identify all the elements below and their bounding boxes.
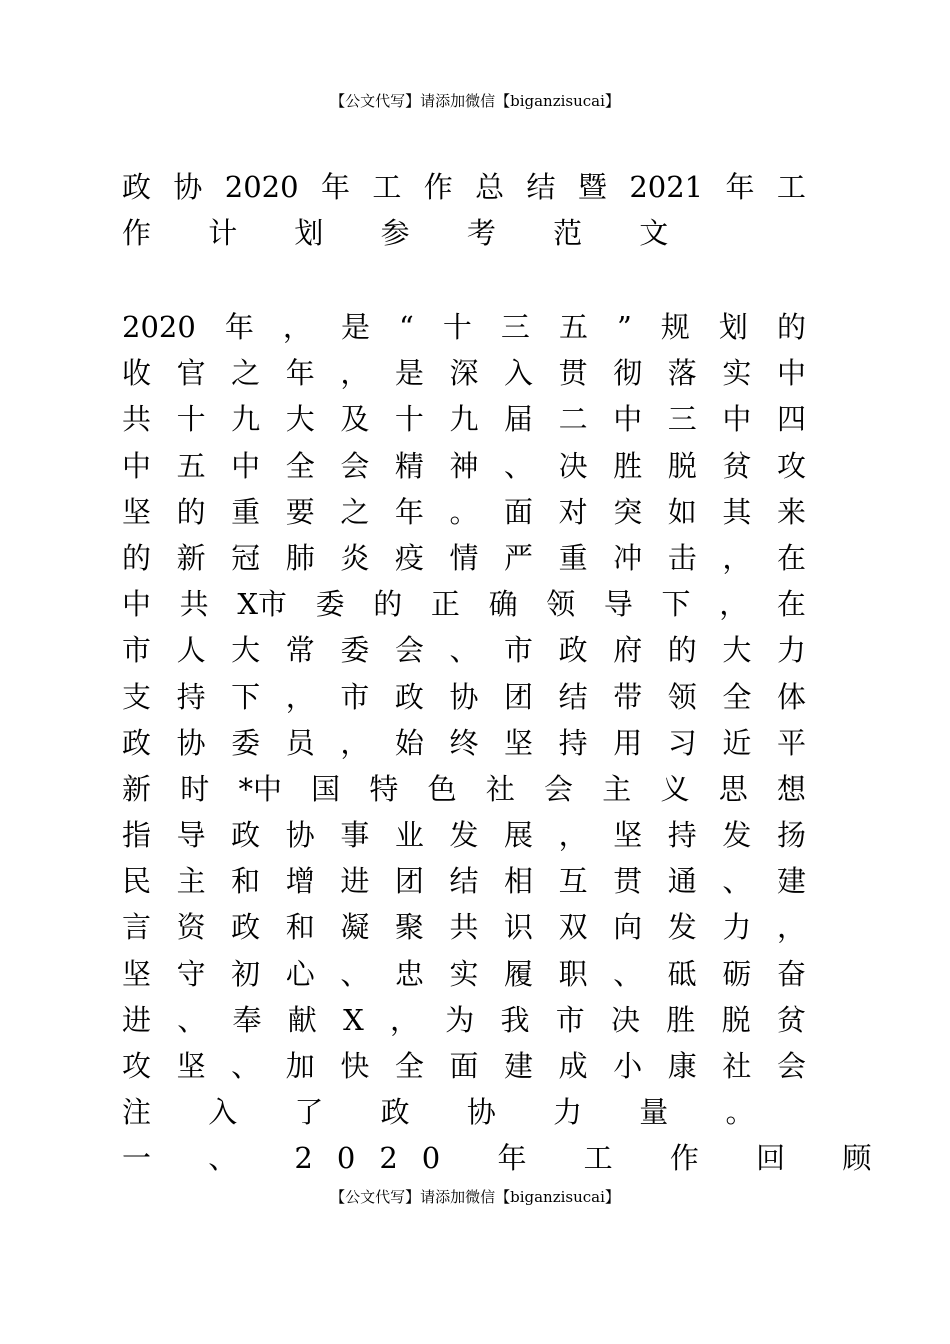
- body-line: 市 人 大 常 委 会 、 市 政 府 的 大 力: [122, 633, 806, 668]
- body-line: 共 十 九 大 及 十 九 届 二 中 三 中 四: [122, 402, 806, 437]
- document-body: [122, 304, 896, 1182]
- body-line: 坚 守 初 心 、 忠 实 履 职 、 砥 砺 奋: [122, 956, 806, 991]
- body-line: 民 主 和 增 进 团 结 相 互 贯 通 、 建: [122, 864, 806, 899]
- body-line: 攻 坚 、 加 快 全 面 建 成 小 康 社 会: [122, 1049, 806, 1083]
- page-footer: 【公文代写】请添加微信【biganzisucai】: [330, 1188, 620, 1206]
- title-line: 作 计 划 参 考 范 文: [122, 216, 693, 251]
- body-line: 新 时 *中 国 特 色 社 会 主 义 思 想: [122, 771, 806, 806]
- title-line: 政 协 2020 年 工 作 总 结 暨 2021 年 工: [122, 170, 806, 204]
- body-line: 进 、 奉 献 X ， 为 我 市 决 胜 脱 贫: [122, 1002, 806, 1037]
- body-line: 政 协 委 员 ， 始 终 坚 持 用 习 近 平: [122, 725, 806, 760]
- body-line: 中 共 X市 委 的 正 确 领 导 下 ， 在: [122, 587, 806, 622]
- body-line: 2020 年 ， 是 “ 十 三 五 ” 规 划 的: [122, 310, 806, 344]
- body-line: 支 持 下 ， 市 政 协 团 结 带 领 全 体: [122, 679, 806, 714]
- body-line: 言 资 政 和 凝 聚 共 识 双 向 发 力 ，: [122, 910, 806, 945]
- body-line: 坚 的 重 要 之 年 。 面 对 突 如 其 来: [122, 494, 806, 529]
- body-line: 中 五 中 全 会 精 神 、 决 胜 脱 贫 攻: [122, 448, 806, 483]
- section-heading: 一 、 2020 年 工 作 回 顾: [122, 1141, 896, 1176]
- body-line: 的 新 冠 肺 炎 疫 情 严 重 冲 击 ， 在: [122, 540, 806, 575]
- body-line: 收 官 之 年 ， 是 深 入 贯 彻 落 实 中: [122, 356, 806, 391]
- document-title: [122, 164, 806, 256]
- page-header: 【公文代写】请添加微信【biganzisucai】: [330, 92, 620, 110]
- body-line: 指 导 政 协 事 业 发 展 ， 坚 持 发 扬: [122, 818, 806, 853]
- body-line: 注 入 了 政 协 力 量 。: [122, 1095, 779, 1130]
